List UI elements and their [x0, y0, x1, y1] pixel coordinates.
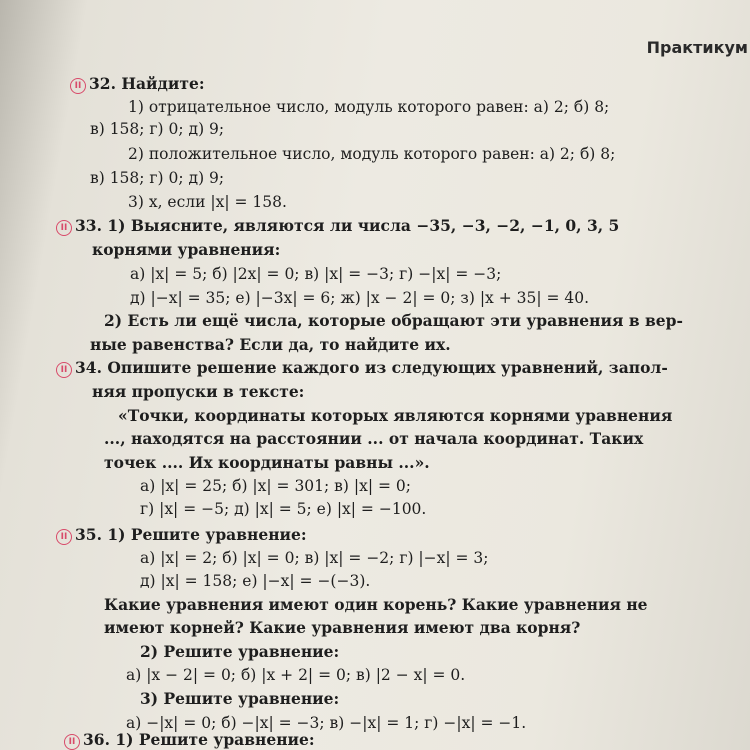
line-text: д) |x| = 158; е) |−x| = −(−3). [140, 572, 371, 590]
text-line [140, 571, 370, 591]
line-text: 3) Решите уравнение: [140, 689, 340, 708]
line-text: а) |x| = 5; б) |2x| = 0; в) |x| = −3; г) −|x| = −3; [130, 265, 502, 283]
line-text: 35. 1) Решите уравнение: [75, 525, 307, 544]
page-header-title: Практикум [646, 38, 748, 57]
text-line [126, 665, 465, 685]
line-text: 34. Опишите решение каждого из следующих уравнений, запол- [75, 358, 668, 377]
line-text: а) |x| = 2; б) |x| = 0; в) |x| = −2; г) |−x| = 3; [140, 549, 489, 567]
text-line [128, 192, 287, 212]
exercise-heading-line [70, 74, 205, 94]
line-text: 2) Решите уравнение: [140, 642, 340, 661]
line-text: 1) отрицательное число, модуль которого равен: а) 2; б) 8; [128, 98, 610, 116]
line-text: 36. 1) Решите уравнение: [83, 730, 315, 749]
text-line [104, 453, 430, 473]
exercise-heading-line [56, 216, 619, 236]
text-line [140, 476, 411, 496]
text-line [128, 97, 609, 117]
line-text: 2) Есть ли ещё числа, которые обращают эти уравнения в вер- [104, 311, 683, 330]
exercise-heading-line [56, 525, 307, 545]
text-line [140, 548, 489, 568]
line-text: д) |−x| = 35; е) |−3x| = 6; ж) |x − 2| = 0; з) |x + 35| = 40. [130, 289, 590, 307]
text-line [140, 642, 339, 662]
text-line [104, 429, 643, 449]
text-line [90, 335, 451, 355]
line-text: имеют корней? Какие уравнения имеют два корня? [104, 618, 581, 637]
difficulty-level-icon: II [56, 529, 72, 545]
text-line [90, 119, 224, 139]
exercise-heading-line [64, 730, 315, 750]
text-line [140, 499, 426, 519]
text-line [104, 595, 648, 615]
difficulty-level-icon: II [64, 734, 80, 750]
line-text: ..., находятся на расстоянии ... от начала координат. Таких [104, 429, 644, 448]
line-text: 33. 1) Выясните, являются ли числа −35, −3, −2, −1, 0, 3, 5 [75, 216, 620, 235]
line-text: а) |x| = 25; б) |x| = 301; в) |x| = 0; [140, 477, 411, 495]
text-line [130, 264, 501, 284]
line-text: а) −|x| = 0; б) −|x| = −3; в) −|x| = 1; г) −|x| = −1. [126, 714, 527, 732]
line-text: 32. Найдите: [89, 74, 205, 93]
line-text: «Точки, координаты которых являются корнями уравнения [118, 406, 673, 425]
text-line [130, 288, 589, 308]
line-text: 2) положительное число, модуль которого равен: а) 2; б) 8; [128, 145, 616, 163]
line-text: ные равенства? Если да, то найдите их. [90, 335, 451, 354]
line-text: 3) x, если |x| = 158. [128, 193, 287, 211]
text-line [104, 618, 580, 638]
text-line [104, 311, 683, 331]
text-line [140, 689, 339, 709]
text-line [128, 144, 615, 164]
text-line [92, 240, 280, 260]
line-text: г) |x| = −5; д) |x| = 5; е) |x| = −100. [140, 500, 427, 518]
line-text: точек .... Их координаты равны ...». [104, 453, 430, 472]
line-text: корнями уравнения: [92, 240, 281, 259]
line-text: а) |x − 2| = 0; б) |x + 2| = 0; в) |2 − x| = 0. [126, 666, 466, 684]
line-text: няя пропуски в тексте: [92, 382, 305, 401]
text-line [92, 382, 304, 402]
text-line [118, 406, 672, 426]
exercise-heading-line [56, 358, 668, 378]
difficulty-level-icon: II [70, 78, 86, 94]
difficulty-level-icon: II [56, 362, 72, 378]
text-line [90, 168, 224, 188]
difficulty-level-icon: II [56, 220, 72, 236]
line-text: в) 158; г) 0; д) 9; [90, 169, 225, 187]
line-text: Какие уравнения имеют один корень? Какие уравнения не [104, 595, 648, 614]
line-text: в) 158; г) 0; д) 9; [90, 120, 225, 138]
